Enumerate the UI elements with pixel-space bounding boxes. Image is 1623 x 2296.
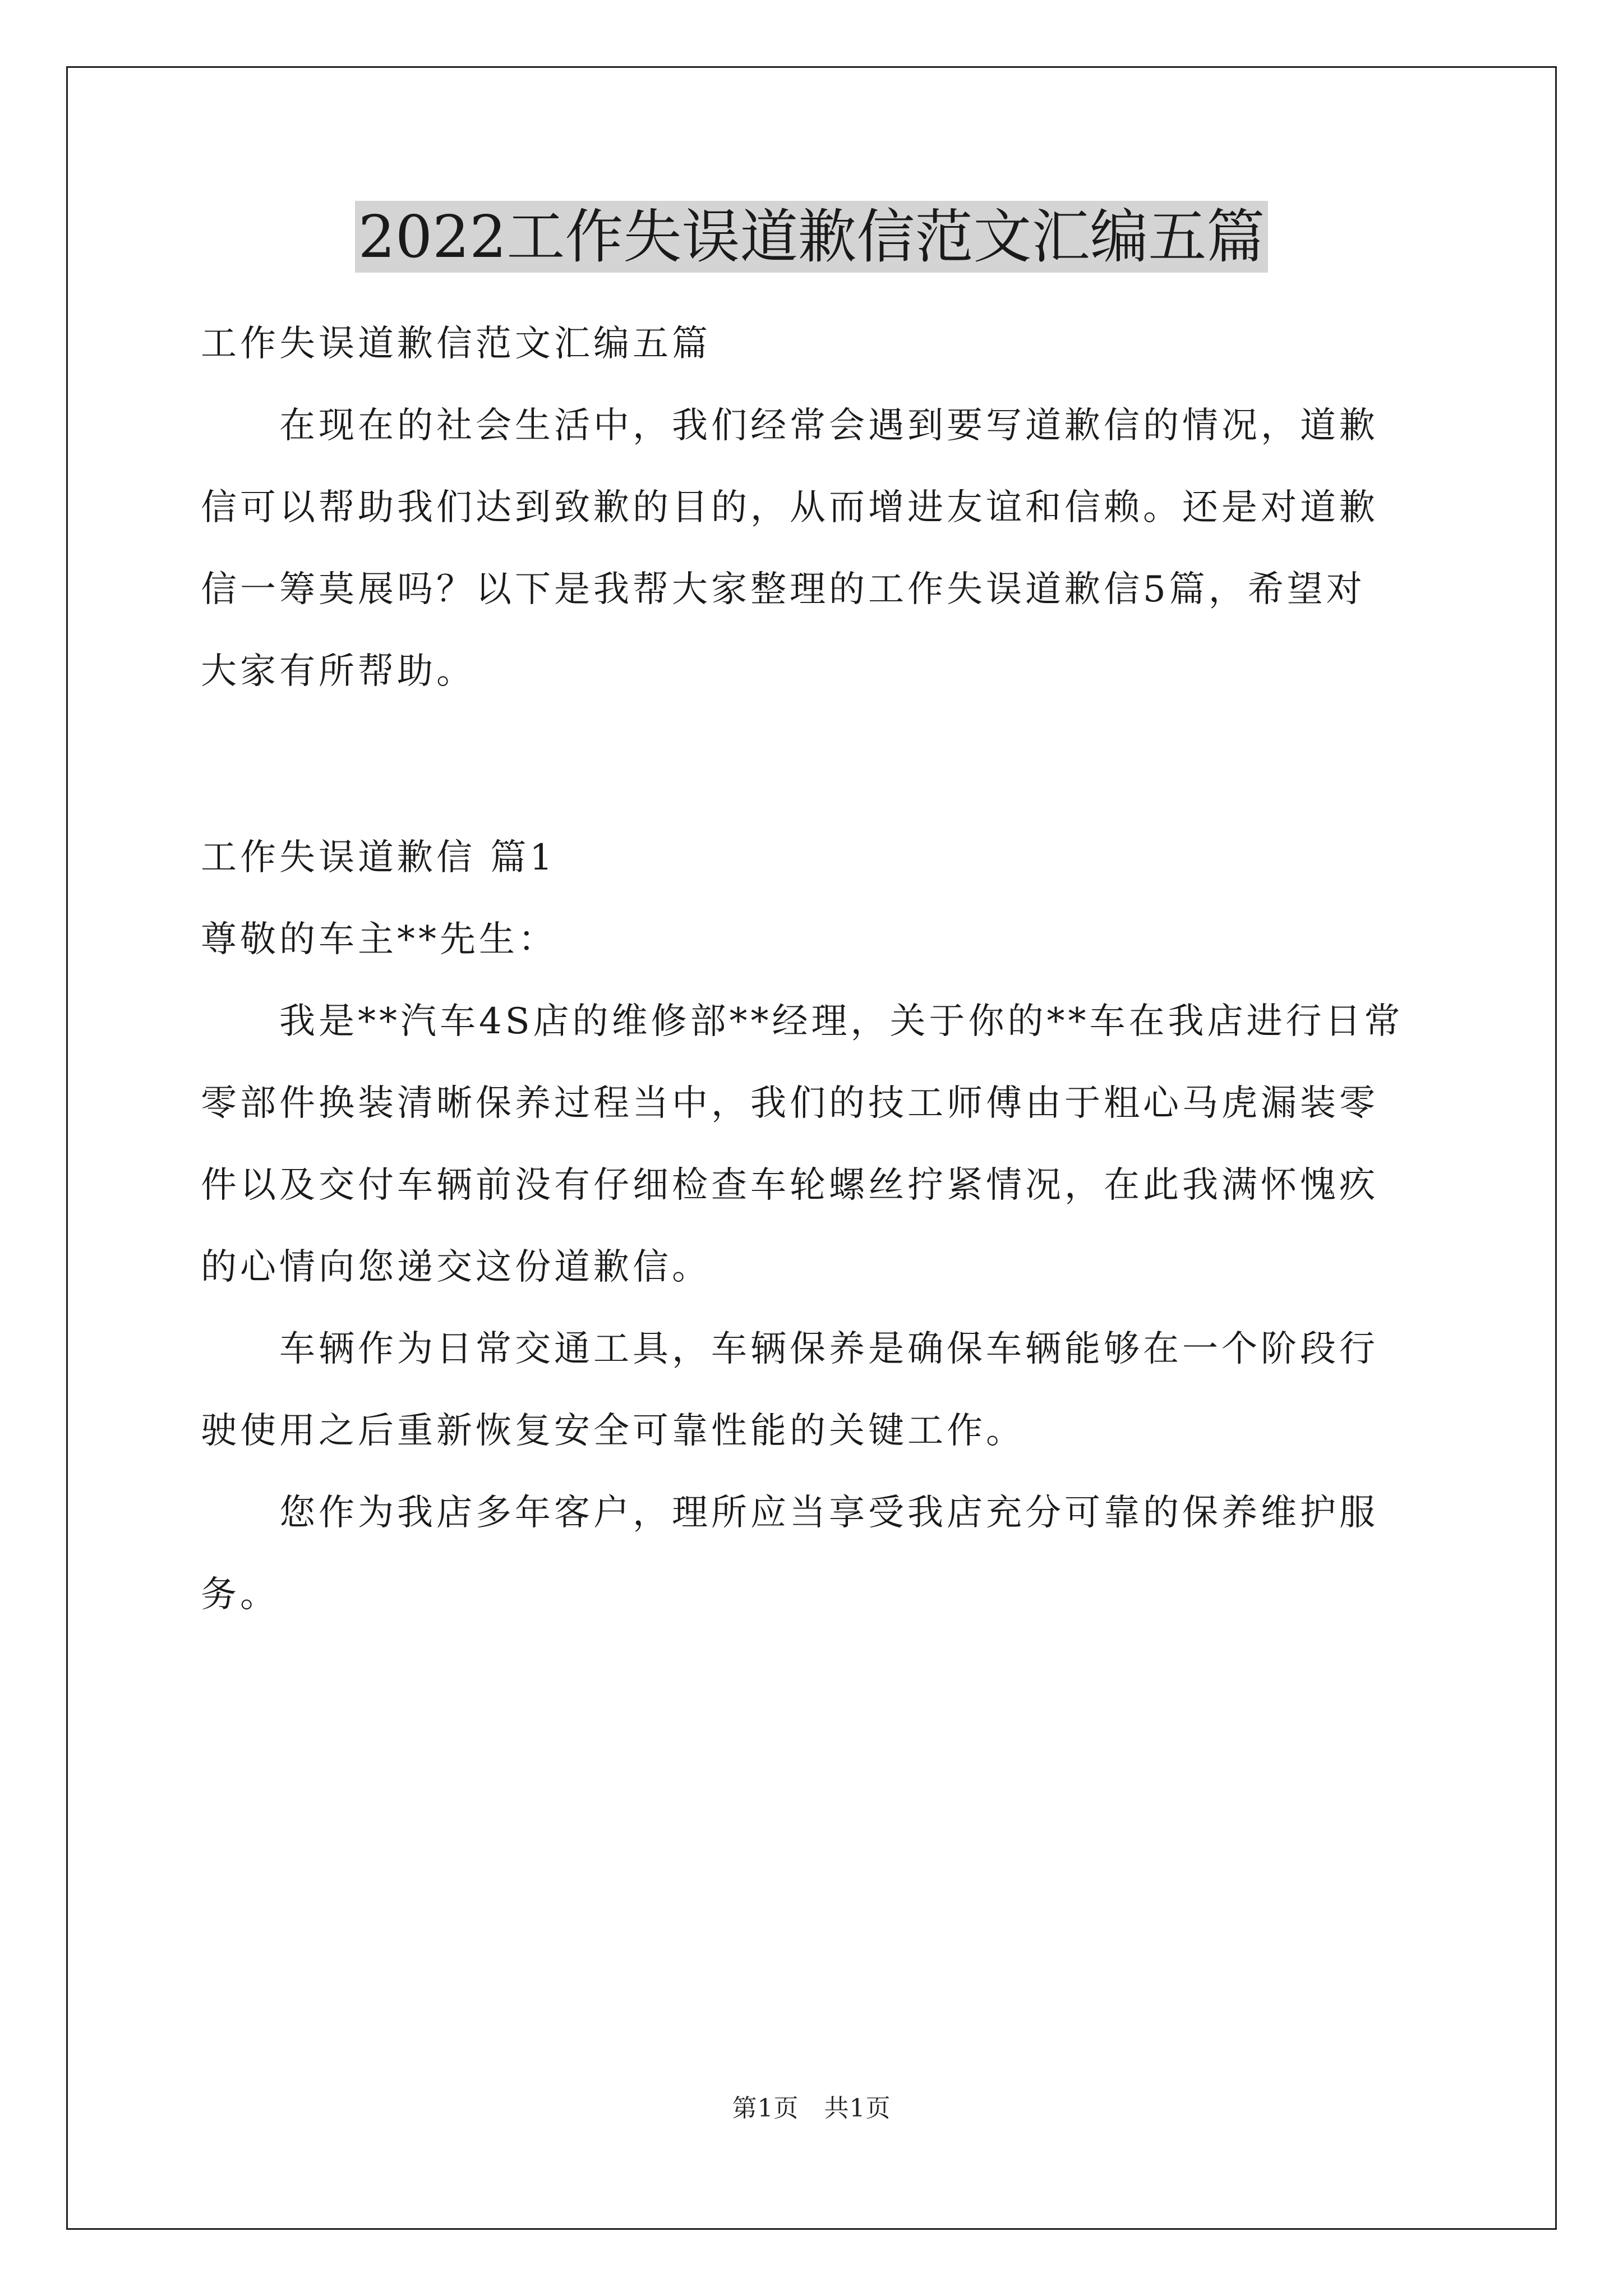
section-gap [201, 712, 1426, 817]
document-body [201, 303, 1426, 1636]
paragraph-line: 务。 [201, 1574, 279, 1616]
title-wrap [0, 201, 1623, 273]
paragraph-line: 件以及交付车辆前没有仔细检查车轮螺丝拧紧情况，在此我满怀愧疚 [201, 1165, 1378, 1206]
paragraph-line: 我是**汽车4S店的维修部**经理，关于你的**车在我店进行日常 [201, 1001, 1404, 1042]
document-title: 2022工作失误道歉信范文汇编五篇 [355, 201, 1269, 273]
section-heading: 工作失误道歉信 篇1 [201, 837, 556, 878]
paragraph-line: 信一筹莫展吗？以下是我帮大家整理的工作失误道歉信5篇，希望对 [201, 569, 1366, 610]
page-footer: 第1页 共1页 [732, 2094, 891, 2123]
paragraph-line: 在现在的社会生活中，我们经常会遇到要写道歉信的情况，道歉 [201, 405, 1378, 447]
paragraph-line: 零部件换装清晰保养过程当中，我们的技工师傅由于粗心马虎漏装零 [201, 1083, 1378, 1124]
salutation-line: 尊敬的车主**先生： [201, 919, 557, 960]
paragraph-line: 信可以帮助我们达到致歉的目的，从而增进友谊和信赖。还是对道歉 [201, 487, 1378, 528]
paragraph-line: 的心情向您递交这份道歉信。 [201, 1246, 711, 1288]
paragraph-line: 大家有所帮助。 [201, 651, 476, 692]
paragraph-line: 驶使用之后重新恢复安全可靠性能的关键工作。 [201, 1410, 1025, 1452]
paragraph-line: 车辆作为日常交通工具，车辆保养是确保车辆能够在一个阶段行 [201, 1328, 1378, 1370]
subtitle-line: 工作失误道歉信范文汇编五篇 [201, 323, 711, 365]
paragraph-line: 您作为我店多年客户，理所应当享受我店充分可靠的保养维护服 [201, 1492, 1378, 1534]
